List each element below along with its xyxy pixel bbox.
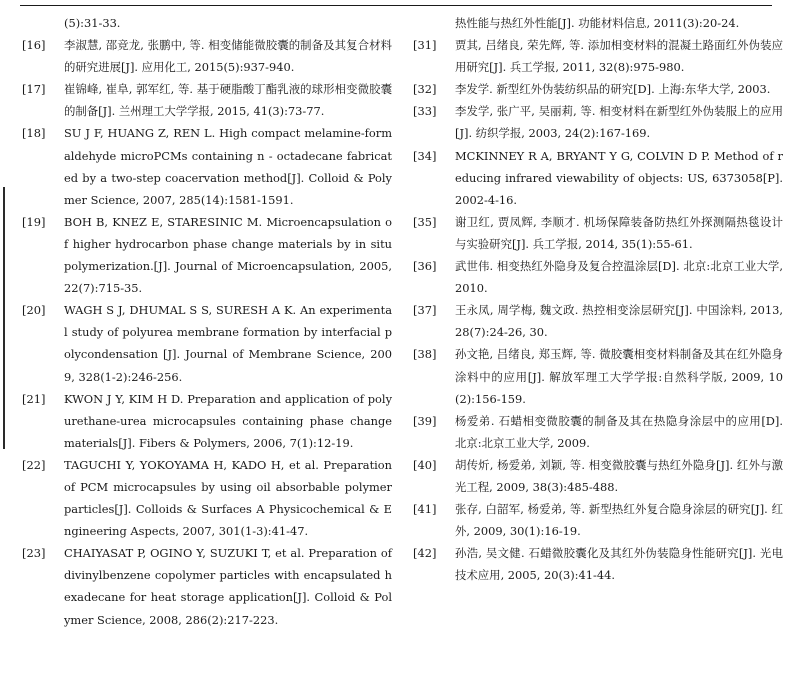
reference-number: [41] (413, 502, 437, 517)
reference-text: 崔锦峰, 崔阜, 郭军红, 等. 基于硬脂酸丁酯乳液的球形相变微胶囊的制备[J]. 兰州理工大学学报, 2015, 41(3):73-77. (64, 82, 392, 119)
reference-33 (413, 100, 783, 144)
reference-41 (413, 498, 783, 542)
reference-number: [18] (22, 126, 46, 141)
reference-number: [32] (413, 82, 437, 97)
reference-number: [22] (22, 457, 46, 472)
reference-text: 王永凤, 周学梅, 魏文政. 热控相变涂层研究[J]. 中国涂料, 2013, 28(7):24-26, 30. (455, 303, 783, 340)
reference-number: [19] (22, 214, 46, 229)
reference-21 (22, 388, 392, 454)
reference-32 (413, 78, 783, 100)
reference-39 (413, 410, 783, 454)
reference-text: 张存, 白韶军, 杨爱弟, 等. 新型热红外复合隐身涂层的研究[J]. 红外, 2009, 30(1):16-19. (455, 502, 783, 539)
reference-text: 孙浩, 吴文健. 石蜡微胶囊化及其红外伪装隐身性能研究[J]. 光电技术应用, 2005, 20(3):41-44. (455, 546, 783, 583)
reference-42 (413, 542, 783, 586)
reference-number: [39] (413, 413, 437, 428)
reference-number: [38] (413, 347, 437, 362)
reference-number: [34] (413, 148, 437, 163)
reference-number: [21] (22, 391, 46, 406)
reference-number: [23] (22, 546, 46, 561)
reference-number: [37] (413, 303, 437, 318)
reference-number: [16] (22, 38, 46, 53)
reference-number: [36] (413, 259, 437, 274)
reference-37 (413, 299, 783, 343)
reference-22 (22, 454, 392, 542)
reference-text: 胡传炘, 杨爱弟, 刘颖, 等. 相变微胶囊与热红外隐身[J]. 红外与激光工程, 2009, 38(3):485-488. (455, 457, 783, 494)
reference-34 (413, 145, 783, 211)
reference-31 (413, 34, 783, 78)
reference-38 (413, 343, 783, 409)
reference-text: 贾其, 吕绪良, 荣先辉, 等. 添加相变材料的混凝土路面红外伪装应用研究[J]. 兵工学报, 2011, 32(8):975-980. (455, 38, 783, 75)
reference-text: CHAIYASAT P, OGINO Y, SUZUKI T, et al. Preparation of divinylbenzene copolymer particles with encapsulated hexadecane for heat storage application[J]. Colloid & Polymer Science, 2008, 286(2):217-223. (64, 546, 392, 627)
reference-17 (22, 78, 392, 122)
reference-18 (22, 122, 392, 210)
reference-text: 李淑慧, 邵竞龙, 张鹏中, 等. 相变储能微胶囊的制备及其复合材料的研究进展[J]. 应用化工, 2015(5):937-940. (64, 38, 392, 75)
reference-text: 杨爱弟. 石蜡相变微胶囊的制备及其在热隐身涂层中的应用[D]. 北京:北京工业大学, 2009. (455, 413, 783, 450)
reference-text: SU J F, HUANG Z, REN L. High compact melamine-formaldehyde microPCMs containing n - octadecane fabricated by a two-step coacervation method[J]. Colloid & Polymer Science, 2007, 285(14):1581-1591. (64, 126, 392, 207)
reference-text: MCKINNEY R A, BRYANT Y G, COLVIN D P. Method of reducing infrared viewability of objects: US, 6373058[P]. 2002-4-16. (455, 148, 783, 207)
reference-40 (413, 454, 783, 498)
reference-text: KWON J Y, KIM H D. Preparation and application of polyurethane-urea microcapsules containing phase change materials[J]. Fibers & Polymers, 2006, 7(1):12-19. (64, 391, 392, 450)
reference-number: [31] (413, 38, 437, 53)
reference-continuation: 热性能与热红外性能[J]. 功能材料信息, 2011(3):20-24. (455, 16, 740, 30)
reference-text: 孙文艳, 吕绪良, 郑玉辉, 等. 微胶囊相变材料制备及其在红外隐身涂料中的应用[J]. 解放军理工大学学报:自然科学版, 2009, 10(2):156-159. (455, 347, 783, 406)
reference-number: [33] (413, 104, 437, 119)
reference-text: 武世伟. 相变热红外隐身及复合控温涂层[D]. 北京:北京工业大学, 2010. (455, 259, 783, 296)
reference-19 (22, 211, 392, 299)
reference-number: [35] (413, 214, 437, 229)
reference-text: TAGUCHI Y, YOKOYAMA H, KADO H, et al. Preparation of PCM microcapsules by using oil absorbable polymer particles[J]. Colloids & Surfaces A Physicochemical & Engineering Aspects, 2007, 301(1-3):41-47. (64, 457, 392, 539)
reference-text: 李发学, 张广平, 吴丽莉, 等. 相变材料在新型红外伪装服上的应用[J]. 纺织学报, 2003, 24(2):167-169. (455, 104, 783, 141)
reference-text: BOH B, KNEZ E, STARESINIC M. Microencapsulation of higher hydrocarbon phase change materials by in situ polymerization.[J]. Journal of Microencapsulation, 2005, 22(7):715-35. (64, 214, 392, 296)
right-column (413, 12, 783, 586)
reference-16 (22, 34, 392, 78)
left-column (22, 12, 392, 631)
header-rule (20, 5, 772, 6)
reference-number: [40] (413, 457, 437, 472)
reference-20 (22, 299, 392, 387)
reference-continuation: (5):31-33. (64, 16, 121, 30)
reference-text: WAGH S J, DHUMAL S S, SURESH A K. An experimental study of polyurea membrane formation by interfacial polycondensation [J]. Journal of Membrane Science, 2009, 328(1-2):246-256. (64, 303, 392, 384)
reference-text: 谢卫红, 贾凤辉, 李顺才. 机场保障装备防热红外探测隔热毯设计与实验研究[J]. 兵工学报, 2014, 35(1):55-61. (455, 214, 783, 251)
reference-text: 李发学. 新型红外伪装纺织品的研究[D]. 上海:东华大学, 2003. (455, 82, 771, 97)
reference-23 (22, 542, 392, 630)
reference-number: [20] (22, 303, 46, 318)
reference-35 (413, 211, 783, 255)
reference-number: [17] (22, 82, 46, 97)
margin-mark (3, 187, 5, 449)
reference-36 (413, 255, 783, 299)
reference-number: [42] (413, 546, 437, 561)
